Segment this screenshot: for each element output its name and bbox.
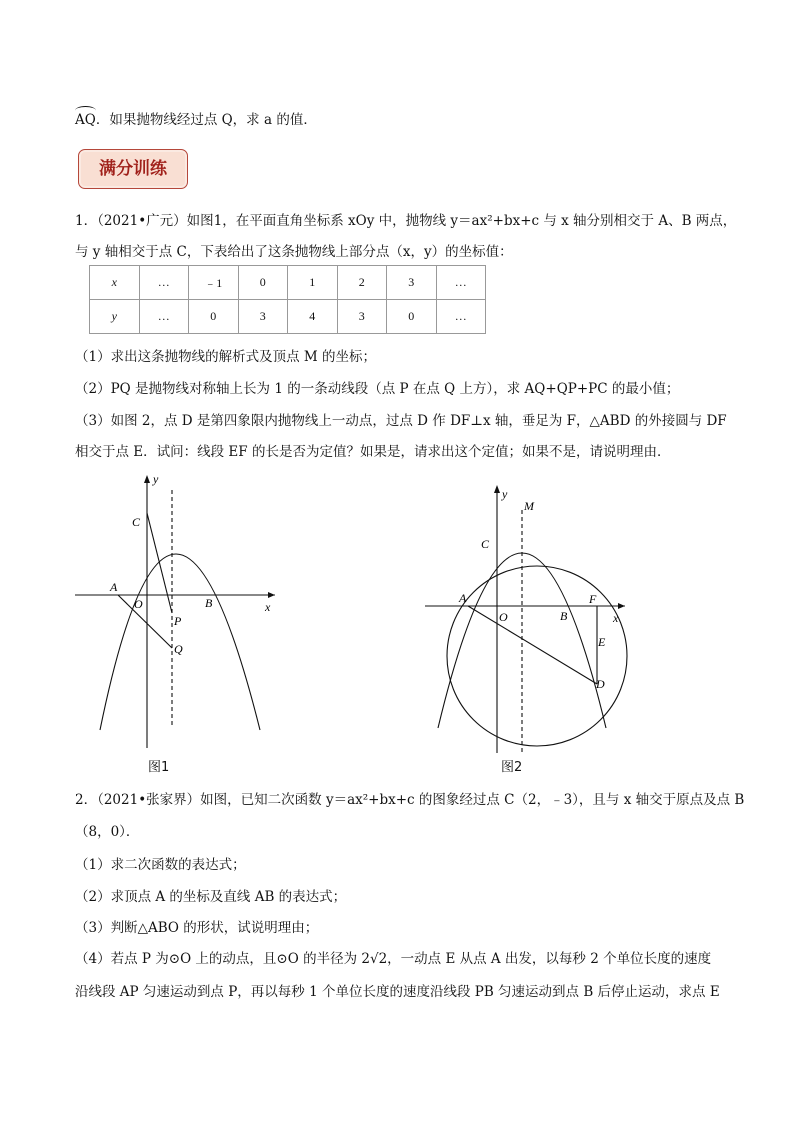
x-axis-arrow [618,603,625,609]
table-cell: … [139,300,189,334]
segment-aq [118,595,172,648]
q2-part1: （1）求二次函数的表达式； [75,857,246,873]
label-c: C [481,537,490,551]
label-c: C [132,515,141,529]
table-cell: 0 [189,300,239,334]
prev-question-tail [75,108,317,128]
circumcircle [447,566,627,746]
label-p: P [174,614,182,628]
q2-intro-line2: （8，0）． [75,824,140,840]
label-y: y [502,487,508,501]
table-cell: … [436,266,486,300]
table-cell: x [90,266,140,300]
label-d: D [596,677,605,691]
figure-2 [420,478,640,763]
q1-part1: （1）求出这条抛物线的解析式及顶点 M 的坐标； [75,349,376,365]
prev-question-text: ．如果抛物线经过点 Q，求 a 的值． [95,112,317,128]
label-x: x [613,611,619,625]
q2-part2: （2）求顶点 A 的坐标及直线 AB 的表达式； [75,889,347,905]
label-q: Q [174,642,183,656]
label-f: F [589,592,597,606]
label-y: y [153,472,159,486]
table-cell: … [436,300,486,334]
label-o: O [134,597,143,611]
label-o: O [499,610,508,624]
section-title-badge: 满分训练 [78,149,188,189]
label-e: E [598,635,606,649]
y-axis-arrow [144,475,150,483]
coordinate-table [89,265,486,334]
label-b: B [560,609,568,623]
table-cell: ﹣1 [189,266,239,300]
table-cell: 3 [387,266,437,300]
table-cell: 3 [238,300,288,334]
table-cell: 0 [238,266,288,300]
x-axis-arrow [268,592,275,598]
q2-part4-line2: 沿线段 AP 匀速运动到点 P，再以每秒 1 个单位长度的速度沿线段 PB 匀速运动到点 B 后停止运动，求点 E [75,984,720,1000]
segment-ad [468,606,597,684]
label-m: M [524,499,534,513]
q2-part3: （3）判断△ABO 的形状，试说明理由； [75,920,319,936]
y-axis-arrow [494,485,500,493]
figure-2-caption: 图2 [501,760,523,775]
q1-intro-line1: 1．（2021•广元）如图1，在平面直角坐标系 xOy 中，抛物线 y＝ax²+bx+c 与 x 轴分别相交于 A、B 两点， [75,213,737,229]
table-cell: 2 [337,266,387,300]
table-cell: 4 [288,300,338,334]
arc-aq: AQ [75,112,96,128]
label-a: A [110,580,118,594]
table-cell: … [139,266,189,300]
q1-part3-line1: （3）如图 2，点 D 是第四象限内抛物线上一动点，过点 D 作 DF⊥x 轴，垂足为 F，△ABD 的外接圆与 DF [75,413,727,429]
table-cell: 1 [288,266,338,300]
figure-1 [70,468,290,753]
q1-part3-line2: 相交于点 E．试问：线段 EF 的长是否为定值？如果是，请求出这个定值；如果不是，请说明理由． [75,444,671,460]
q2-intro-line1: 2．（2021•张家界）如图，已知二次函数 y＝ax²+bx+c 的图象经过点 C（2，﹣3），且与 x 轴交于原点及点 B [75,792,745,808]
table-cell: 3 [337,300,387,334]
figure-1-caption: 图1 [148,760,170,775]
q1-part2: （2）PQ 是抛物线对称轴上长为 1 的一条动线段（点 P 在点 Q 上方），求 AQ+QP+PC 的最小值； [75,381,680,397]
q1-intro-line2: 与 y 轴相交于点 C，下表给出了这条抛物线上部分点（x，y）的坐标值： [75,244,513,260]
label-a: A [459,591,467,605]
label-b: B [205,596,213,610]
table-row [90,300,486,334]
table-row [90,266,486,300]
table-cell: 0 [387,300,437,334]
table-cell: y [90,300,140,334]
q2-part4-line1: （4）若点 P 为⊙O 上的动点，且⊙O 的半径为 2√2，一动点 E 从点 A 出发，以每秒 2 个单位长度的速度 [75,951,712,967]
segment-cp [147,513,172,613]
label-x: x [265,600,271,614]
